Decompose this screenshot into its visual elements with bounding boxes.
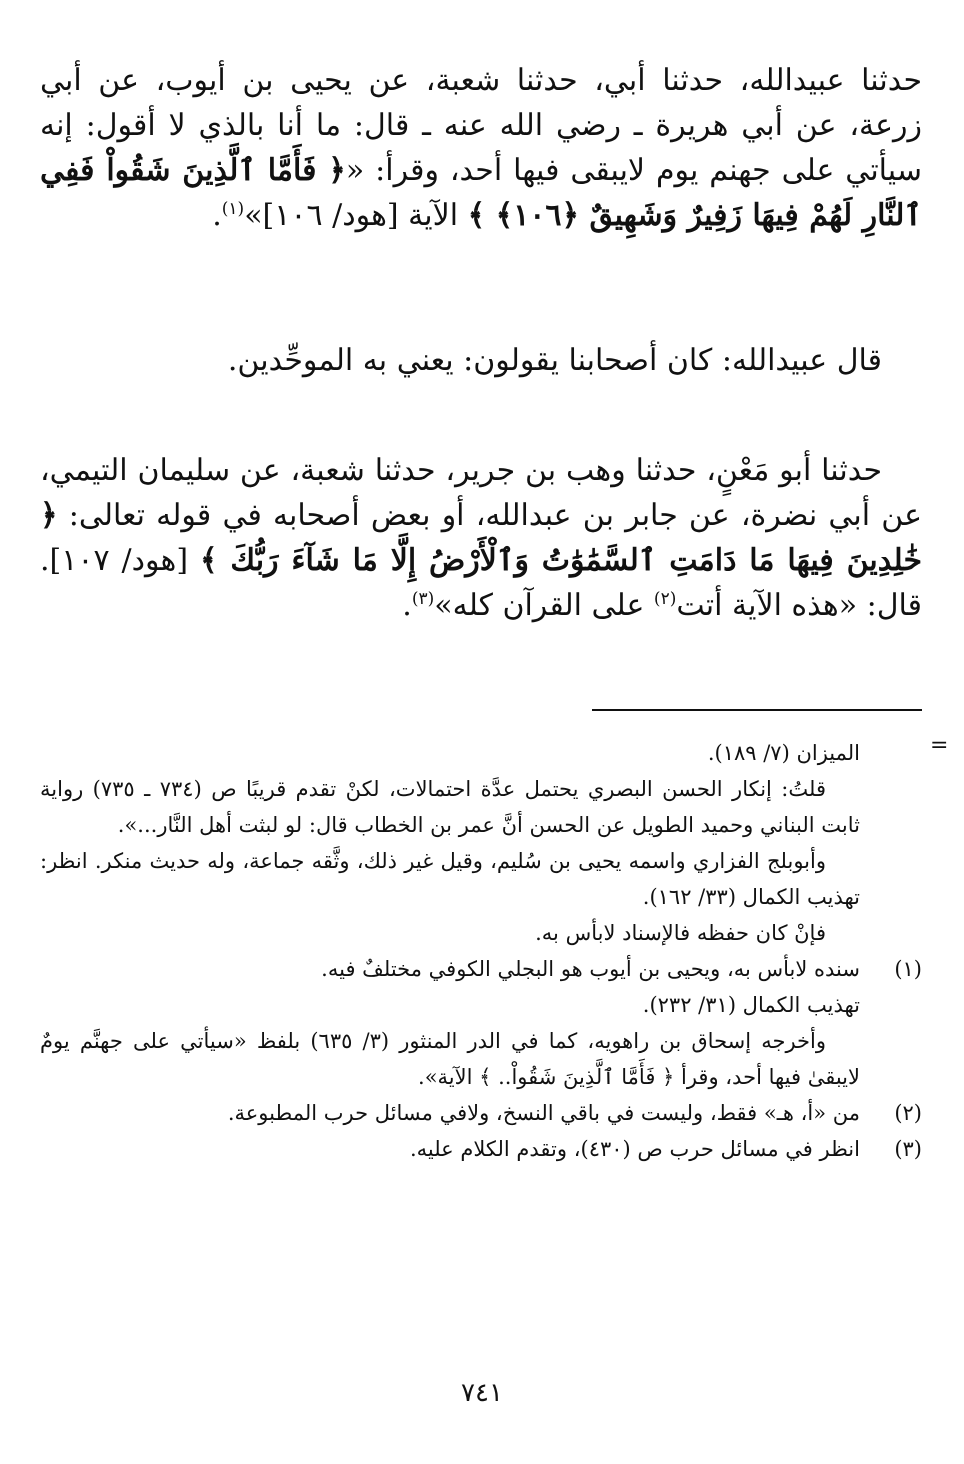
footnote-continuation-line-4: فإنْ كان حفظه فالإسناد لابأس به. xyxy=(535,921,826,945)
footnote-2-text: من «أ، هـ» فقط، وليست في باقي النسخ، ولافي مسائل حرب المطبوعة. xyxy=(227,1101,860,1125)
footnote-continuation-line-2: قلتُ: إنكار الحسن البصري يحتمل عدَّة احتمالات، لكنْ تقدم قريبًا ص (٧٣٤ ـ ٧٣٥) رواية ثابت البناني وحميد الطويل عن الحسن أنَّ عمر بن الخطاب قال: لو لبثت أهل النَّار...». xyxy=(40,777,860,837)
paragraph-2-text: قال عبيدالله: كان أصحابنا يقولون: يعني به الموحِّدين. xyxy=(227,343,882,378)
footnote-continuation-line-3: وأبوبلج الفزاري واسمه يحيى بن سُليم، وقيل غير ذلك، وثَّقه جماعة، وله حديث منكر. انظر: تهذيب الكمال (٣٣/ ١٦٢). xyxy=(40,849,860,909)
footnote-ref-1[interactable]: (١) xyxy=(221,199,245,219)
paragraph-3-end: . xyxy=(402,588,412,623)
footnote-ref-3[interactable]: (٣) xyxy=(411,589,435,609)
footnote-1-line-3: وأخرجه إسحاق بن راهويه، كما في الدر المنثور (٣/ ٦٣٥) بلفظ «سيأتي على جهنَّم يومٌ لايبقىٰ فيها أحد، وقرأ ﴿ فَأَمَّا ٱلَّذِينَ شَقُواْ.. ﴾ الآية». xyxy=(40,1029,860,1089)
paragraph-1-end: . xyxy=(212,198,222,233)
footnote-1 xyxy=(40,951,922,987)
footnote-3 xyxy=(40,1131,922,1167)
footnote-1-number: (١) xyxy=(894,957,922,981)
footnote-3-text: انظر في مسائل حرب ص (٤٣٠)، وتقدم الكلام عليه. xyxy=(409,1137,860,1161)
paragraph-1-text: حدثنا عبيدالله، حدثنا أبي، حدثنا شعبة، عن يحيى بن أيوب، عن أبي زرعة، عن أبي هريرة ـ رضي الله عنه ـ قال: ما أنا بالذي لا أقول: إنه سيأتي على جهنم يوم لايبقى فيها أحد، وقرأ: « xyxy=(40,63,922,188)
paragraph-3-tail: [هود/ ١٠٧]. قال: «هذه الآية أتت xyxy=(40,543,922,623)
quran-verse-hud-106: ﴿ فَأَمَّا ٱلَّذِينَ شَقُواْ فَفِي ٱلنَّارِ لَهُمْ فِيهَا زَفِيرٌ وَشَهِيقٌ ﴿١٠٦﴾ ﴾ xyxy=(40,153,922,233)
footnote-continuation-line-1: الميزان (٧/ ١٨٩). xyxy=(707,741,860,765)
footnote-divider xyxy=(592,709,922,711)
footnote-ref-2[interactable]: (٢) xyxy=(653,589,677,609)
footnote-2 xyxy=(40,1095,922,1131)
footnote-2-number: (٢) xyxy=(894,1101,922,1125)
paragraph-3-tail2: على القرآن كله» xyxy=(434,588,654,623)
footnotes xyxy=(40,735,922,1167)
footnote-1-line-1: سنده لابأس به، ويحيى بن أيوب هو البجلي الكوفي مختلفٌ فيه. xyxy=(321,957,860,981)
paragraph-1 xyxy=(40,58,922,238)
paragraph-3 xyxy=(40,448,922,628)
paragraph-3-text: حدثنا أبو مَعْنٍ، حدثنا وهب بن جرير، حدثنا شعبة، عن سليمان التيمي، عن أبي نضرة، عن جابر بن عبدالله، أو بعض أصحابه في قوله تعالى: xyxy=(40,453,922,533)
footnote-1-line-2: تهذيب الكمال (٣١/ ٢٣٢). xyxy=(642,993,860,1017)
footnote-3-number: (٣) xyxy=(894,1137,922,1161)
page-number: ٧٤١ xyxy=(461,1378,503,1408)
quran-verse-hud-107: ﴿ خَٰلِدِينَ فِيهَا مَا دَامَتِ ٱلسَّمَٰوَٰتُ وَٱلْأَرْضُ إِلَّا مَا شَآءَ رَبُّكَ ﴾ xyxy=(40,498,922,578)
paragraph-1-tail: الآية [هود/ ١٠٦]» xyxy=(244,198,468,233)
paragraph-2 xyxy=(40,338,922,383)
continuation-marker: = xyxy=(930,733,949,758)
